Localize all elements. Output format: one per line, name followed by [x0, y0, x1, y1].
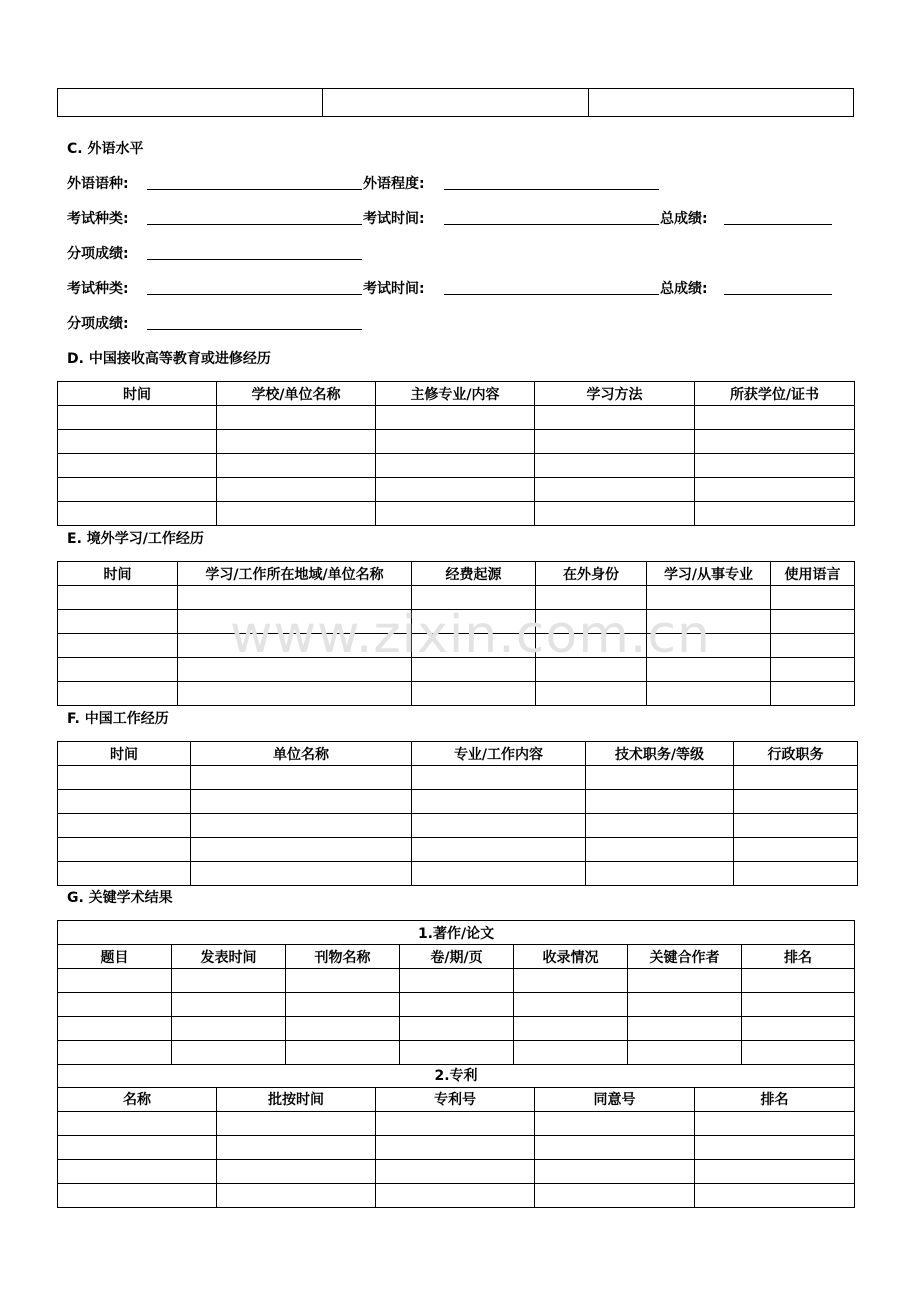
- table-cell[interactable]: [172, 969, 286, 993]
- table-cell[interactable]: [58, 89, 323, 117]
- table-cell[interactable]: [536, 610, 647, 634]
- column-header: 专利号: [376, 1087, 535, 1111]
- table-cell[interactable]: [217, 406, 376, 430]
- table-cell[interactable]: [536, 682, 647, 706]
- column-header: 批按时间: [217, 1087, 376, 1111]
- table-cell[interactable]: [586, 838, 734, 862]
- table-cell[interactable]: [514, 969, 628, 993]
- table-cell[interactable]: [217, 1183, 376, 1207]
- table-cell[interactable]: [58, 586, 178, 610]
- level-label: 外语程度:: [363, 176, 425, 192]
- table-cell[interactable]: [588, 89, 853, 117]
- table-cell[interactable]: [586, 862, 734, 886]
- table-row: [58, 1111, 855, 1135]
- table-cell[interactable]: [734, 838, 858, 862]
- table-cell[interactable]: [178, 658, 412, 682]
- table-cell[interactable]: [628, 1041, 742, 1065]
- language-row: [67, 173, 867, 193]
- table-cell[interactable]: [535, 478, 695, 502]
- table-row: [58, 682, 855, 706]
- table-cell[interactable]: [400, 969, 514, 993]
- column-header: 排名: [742, 945, 855, 969]
- table-cell[interactable]: [535, 454, 695, 478]
- table-cell[interactable]: [535, 406, 695, 430]
- table-cell[interactable]: [58, 1135, 217, 1159]
- table-row: [58, 478, 855, 502]
- table-cell[interactable]: [771, 586, 855, 610]
- table-cell[interactable]: [376, 1111, 535, 1135]
- top-empty-table: [57, 88, 854, 117]
- table-cell[interactable]: [178, 586, 412, 610]
- table-cell[interactable]: [771, 634, 855, 658]
- section-d-heading: D. 中国接收高等教育或进修经历: [67, 351, 271, 367]
- table-cell[interactable]: [286, 993, 400, 1017]
- table-cell[interactable]: [514, 993, 628, 1017]
- table-cell[interactable]: [695, 406, 855, 430]
- column-header: 题目: [58, 945, 172, 969]
- table-cell[interactable]: [771, 610, 855, 634]
- table-row: [58, 634, 855, 658]
- table-cell[interactable]: [695, 1183, 855, 1207]
- sub-score-row-2: [67, 313, 867, 333]
- table-row: [58, 406, 855, 430]
- section-g-heading: G. 关键学术结果: [67, 890, 173, 906]
- sub-score-row-1: [67, 243, 867, 263]
- column-header: 学习/从事专业: [647, 562, 771, 586]
- table-cell[interactable]: [628, 993, 742, 1017]
- table-cell[interactable]: [695, 430, 855, 454]
- table-cell[interactable]: [695, 454, 855, 478]
- table-cell[interactable]: [58, 1017, 172, 1041]
- total-score-label: 总成绩:: [660, 211, 708, 227]
- table-row: [58, 1183, 855, 1207]
- level-field[interactable]: [444, 189, 659, 190]
- table-cell[interactable]: [172, 1041, 286, 1065]
- column-header: 排名: [695, 1087, 855, 1111]
- exam-type-label: 考试种类:: [67, 281, 129, 297]
- column-header: 在外身份: [536, 562, 647, 586]
- table-cell[interactable]: [535, 1159, 695, 1183]
- column-header: 学习方法: [535, 382, 695, 406]
- table-cell[interactable]: [191, 838, 412, 862]
- patents-table: [57, 1063, 855, 1208]
- table-cell[interactable]: [58, 634, 178, 658]
- table-row: [58, 502, 855, 526]
- table-cell[interactable]: [647, 634, 771, 658]
- table-cell[interactable]: [217, 454, 376, 478]
- exam-type-field[interactable]: [147, 224, 362, 225]
- total-score-field[interactable]: [724, 294, 832, 295]
- table-cell[interactable]: [412, 790, 586, 814]
- table-cell[interactable]: [376, 454, 535, 478]
- table-row: [58, 658, 855, 682]
- table-cell[interactable]: [400, 1041, 514, 1065]
- table-cell[interactable]: [58, 658, 178, 682]
- table-cell[interactable]: [58, 969, 172, 993]
- table-cell[interactable]: [536, 658, 647, 682]
- column-header: 发表时间: [172, 945, 286, 969]
- table-cell[interactable]: [647, 586, 771, 610]
- table-cell[interactable]: [771, 682, 855, 706]
- table-cell[interactable]: [412, 586, 536, 610]
- table-cell[interactable]: [178, 610, 412, 634]
- table-cell[interactable]: [734, 814, 858, 838]
- column-header: 同意号: [535, 1087, 695, 1111]
- publications-title: 1.著作/论文: [58, 921, 855, 945]
- table-cell[interactable]: [412, 766, 586, 790]
- table-row: [58, 1135, 855, 1159]
- table-cell[interactable]: [695, 1159, 855, 1183]
- sub-score-field[interactable]: [147, 259, 362, 260]
- table-cell[interactable]: [217, 1159, 376, 1183]
- table-cell[interactable]: [376, 478, 535, 502]
- table-cell[interactable]: [58, 862, 191, 886]
- table-cell[interactable]: [376, 502, 535, 526]
- table-cell[interactable]: [771, 658, 855, 682]
- patents-title: 2.专利: [58, 1063, 855, 1087]
- table-cell[interactable]: [742, 1017, 855, 1041]
- column-header: 刊物名称: [286, 945, 400, 969]
- table-cell[interactable]: [217, 1111, 376, 1135]
- table-cell[interactable]: [412, 682, 536, 706]
- table-cell[interactable]: [217, 502, 376, 526]
- section-e-heading: E. 境外学习/工作经历: [67, 531, 204, 547]
- table-cell[interactable]: [376, 406, 535, 430]
- table-row: [58, 1159, 855, 1183]
- table-cell[interactable]: [58, 478, 217, 502]
- table-cell[interactable]: [647, 682, 771, 706]
- column-header: 卷/期/页: [400, 945, 514, 969]
- table-cell[interactable]: [586, 766, 734, 790]
- table-cell[interactable]: [742, 993, 855, 1017]
- watermark: www.zixin.com.cn: [230, 605, 711, 665]
- table-cell[interactable]: [412, 658, 536, 682]
- table-row: [58, 862, 858, 886]
- table-row: [58, 993, 855, 1017]
- column-header: 专业/工作内容: [412, 742, 586, 766]
- table-row: [58, 1017, 855, 1041]
- table-cell[interactable]: [58, 1041, 172, 1065]
- table-cell[interactable]: [58, 454, 217, 478]
- table-cell[interactable]: [178, 634, 412, 658]
- sub-score-field[interactable]: [147, 329, 362, 330]
- table-cell[interactable]: [58, 682, 178, 706]
- table-cell[interactable]: [695, 1111, 855, 1135]
- table-cell[interactable]: [58, 502, 217, 526]
- table-row: [58, 969, 855, 993]
- table-cell[interactable]: [286, 1041, 400, 1065]
- table-cell[interactable]: [376, 1183, 535, 1207]
- table-row: [58, 586, 855, 610]
- table-cell[interactable]: [647, 658, 771, 682]
- column-header: 时间: [58, 382, 217, 406]
- column-header: 学习/工作所在地域/单位名称: [178, 562, 412, 586]
- table-cell[interactable]: [191, 766, 412, 790]
- table-row: [58, 790, 858, 814]
- publications-table: [57, 920, 855, 1065]
- column-header: 时间: [58, 742, 191, 766]
- table-cell[interactable]: [514, 1017, 628, 1041]
- table-cell[interactable]: [376, 430, 535, 454]
- table-cell[interactable]: [58, 993, 172, 1017]
- table-cell[interactable]: [536, 634, 647, 658]
- language-label: 外语语种:: [67, 176, 129, 192]
- table-cell[interactable]: [400, 1017, 514, 1041]
- table-row: [58, 766, 858, 790]
- table-cell[interactable]: [58, 1183, 217, 1207]
- table-cell[interactable]: [217, 1135, 376, 1159]
- table-cell[interactable]: [412, 814, 586, 838]
- table-cell[interactable]: [734, 766, 858, 790]
- table-cell[interactable]: [217, 478, 376, 502]
- table-row: [58, 610, 855, 634]
- table-cell[interactable]: [58, 838, 191, 862]
- table-row: [58, 814, 858, 838]
- column-header: 关键合作者: [628, 945, 742, 969]
- work-table: [57, 741, 858, 886]
- table-row: [58, 838, 858, 862]
- table-cell[interactable]: [58, 1111, 217, 1135]
- column-header: 单位名称: [191, 742, 412, 766]
- table-cell[interactable]: [58, 766, 191, 790]
- table-cell[interactable]: [535, 430, 695, 454]
- table-cell[interactable]: [191, 790, 412, 814]
- table-cell[interactable]: [742, 969, 855, 993]
- exam-time-label: 考试时间:: [363, 281, 425, 297]
- table-cell[interactable]: [58, 406, 217, 430]
- section-c-heading: C. 外语水平: [67, 141, 144, 157]
- table-cell[interactable]: [412, 862, 586, 886]
- table-cell[interactable]: [535, 502, 695, 526]
- table-cell[interactable]: [400, 993, 514, 1017]
- exam-type-field[interactable]: [147, 294, 362, 295]
- table-cell[interactable]: [412, 634, 536, 658]
- column-header: 经费起源: [412, 562, 536, 586]
- table-cell[interactable]: [217, 430, 376, 454]
- table-cell[interactable]: [734, 790, 858, 814]
- column-header: 学校/单位名称: [217, 382, 376, 406]
- table-cell[interactable]: [191, 814, 412, 838]
- table-cell[interactable]: [742, 1041, 855, 1065]
- column-header: 使用语言: [771, 562, 855, 586]
- table-cell[interactable]: [514, 1041, 628, 1065]
- sub-score-label: 分项成绩:: [67, 316, 129, 332]
- table-cell[interactable]: [376, 1135, 535, 1159]
- column-header: 名称: [58, 1087, 217, 1111]
- table-row: [58, 454, 855, 478]
- column-header: 技术职务/等级: [586, 742, 734, 766]
- table-cell[interactable]: [58, 814, 191, 838]
- exam-time-field[interactable]: [444, 224, 659, 225]
- table-cell[interactable]: [323, 89, 588, 117]
- table-cell[interactable]: [695, 478, 855, 502]
- table-row: [58, 430, 855, 454]
- column-header: 主修专业/内容: [376, 382, 535, 406]
- table-cell[interactable]: [58, 430, 217, 454]
- table-cell[interactable]: [734, 862, 858, 886]
- exam-time-field[interactable]: [444, 294, 659, 295]
- table-cell[interactable]: [535, 1183, 695, 1207]
- table-cell[interactable]: [535, 1111, 695, 1135]
- section-f-heading: F. 中国工作经历: [67, 711, 169, 727]
- table-cell[interactable]: [695, 1135, 855, 1159]
- table-cell[interactable]: [412, 610, 536, 634]
- table-cell[interactable]: [58, 610, 178, 634]
- table-cell[interactable]: [535, 1135, 695, 1159]
- table-cell[interactable]: [286, 1017, 400, 1041]
- overseas-table: [57, 561, 855, 706]
- column-header: 行政职务: [734, 742, 858, 766]
- table-cell[interactable]: [536, 586, 647, 610]
- table-cell[interactable]: [58, 1159, 217, 1183]
- table-cell[interactable]: [412, 838, 586, 862]
- exam-type-label: 考试种类:: [67, 211, 129, 227]
- table-cell[interactable]: [586, 814, 734, 838]
- table-cell[interactable]: [586, 790, 734, 814]
- table-cell[interactable]: [172, 1017, 286, 1041]
- exam-row-2: [67, 278, 867, 298]
- column-header: 收录情况: [514, 945, 628, 969]
- total-score-field[interactable]: [724, 224, 832, 225]
- exam-time-label: 考试时间:: [363, 211, 425, 227]
- table-row: [58, 1041, 855, 1065]
- table-cell[interactable]: [376, 1159, 535, 1183]
- column-header: 时间: [58, 562, 178, 586]
- table-cell[interactable]: [172, 993, 286, 1017]
- table-cell[interactable]: [58, 790, 191, 814]
- language-field[interactable]: [147, 189, 362, 190]
- education-table: [57, 381, 855, 526]
- table-cell[interactable]: [191, 862, 412, 886]
- table-cell[interactable]: [628, 1017, 742, 1041]
- sub-score-label: 分项成绩:: [67, 246, 129, 262]
- exam-row-1: [67, 208, 867, 228]
- table-cell[interactable]: [628, 969, 742, 993]
- total-score-label: 总成绩:: [660, 281, 708, 297]
- table-cell[interactable]: [178, 682, 412, 706]
- table-cell[interactable]: [647, 610, 771, 634]
- table-cell[interactable]: [695, 502, 855, 526]
- table-cell[interactable]: [286, 969, 400, 993]
- column-header: 所获学位/证书: [695, 382, 855, 406]
